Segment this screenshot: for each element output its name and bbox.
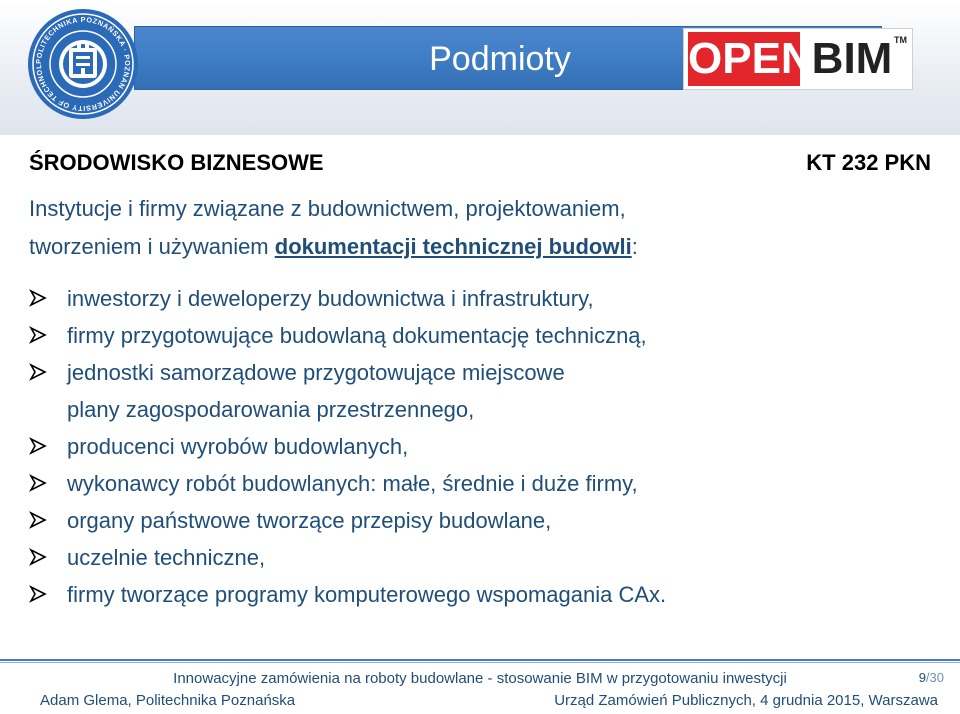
arrow-bullet-icon: [29, 474, 47, 492]
intro-line-2: [29, 228, 909, 266]
openbim-logo: [683, 28, 913, 90]
page-number: [919, 670, 944, 685]
list-item: [29, 280, 939, 317]
list-item-text: firmy tworzące programy komputerowego wspomagania CAx.: [67, 582, 667, 607]
openbim-open-text: OPEN: [688, 32, 800, 86]
university-logo: [27, 8, 139, 120]
arrow-bullet-icon: [29, 437, 47, 455]
footer-event: Urząd Zamówień Publicznych, 4 grudnia 2015, Warszawa: [554, 692, 938, 709]
page-total: /30: [925, 670, 944, 685]
arrow-bullet-icon: [29, 548, 47, 566]
openbim-bim-text: BIM: [811, 34, 893, 83]
footer-author: Adam Glema, Politechnika Poznańska: [40, 692, 296, 709]
list-item-continuation: [29, 391, 939, 428]
list-item-text: plany zagospodarowania przestrzennego,: [67, 397, 475, 422]
list-item-text: organy państwowe tworzące przepisy budowlane,: [67, 508, 552, 533]
list-item: [29, 428, 939, 465]
list-item: [29, 465, 939, 502]
arrow-bullet-icon: [29, 289, 47, 307]
list-item: [29, 576, 939, 613]
arrow-bullet-icon: [29, 585, 47, 603]
list-item-text: jednostki samorządowe przygotowujące miejscowe: [67, 360, 565, 385]
footer-divider-thin: [0, 662, 960, 663]
list-item-text: producenci wyrobów budowlanych,: [67, 434, 409, 459]
intro-line-2-prefix: tworzeniem i używaniem: [29, 234, 275, 259]
committee-label: KT 232 PKN: [806, 150, 931, 175]
page-current: 9: [918, 670, 926, 685]
list-item-text: wykonawcy robót budowlanych: małe, średnie i duże firmy,: [67, 471, 638, 496]
intro-line-2-suffix: :: [631, 234, 638, 259]
list-item: [29, 539, 939, 576]
intro-link[interactable]: dokumentacji technicznej budowli: [274, 234, 632, 259]
arrow-bullet-icon: [29, 326, 47, 344]
list-item: [29, 317, 939, 354]
list-item-text: firmy przygotowujące budowlaną dokumentację techniczną,: [67, 323, 647, 348]
list-item: [29, 354, 939, 391]
list-item: [29, 502, 939, 539]
intro-line-1: Instytucje i firmy związane z budownictwem, projektowaniem,: [29, 196, 626, 221]
footer-divider: [0, 659, 960, 661]
svg-text:POLITECHNIKA POZNAŃSKA · POZNA: POLITECHNIKA POZNAŃSKA · POZNAN UNIVERSITY OF TECHNOL: [33, 14, 133, 114]
footer-presentation-title: Innowacyjne zamówienia na roboty budowlane - stosowanie BIM w przygotowaniu inwestycji: [173, 670, 787, 687]
arrow-bullet-icon: [29, 363, 47, 381]
intro-paragraph: [29, 190, 909, 266]
slide-title: Podmioty: [429, 40, 571, 78]
section-heading: ŚRODOWISKO BIZNESOWE: [29, 150, 324, 175]
arrow-bullet-icon: [29, 511, 47, 529]
list-item-text: inwestorzy i deweloperzy budownictwa i infrastruktury,: [67, 286, 594, 311]
openbim-tm-mark: TM: [894, 35, 907, 45]
list-item-text: uczelnie techniczne,: [67, 545, 266, 570]
entity-list: [29, 280, 939, 613]
